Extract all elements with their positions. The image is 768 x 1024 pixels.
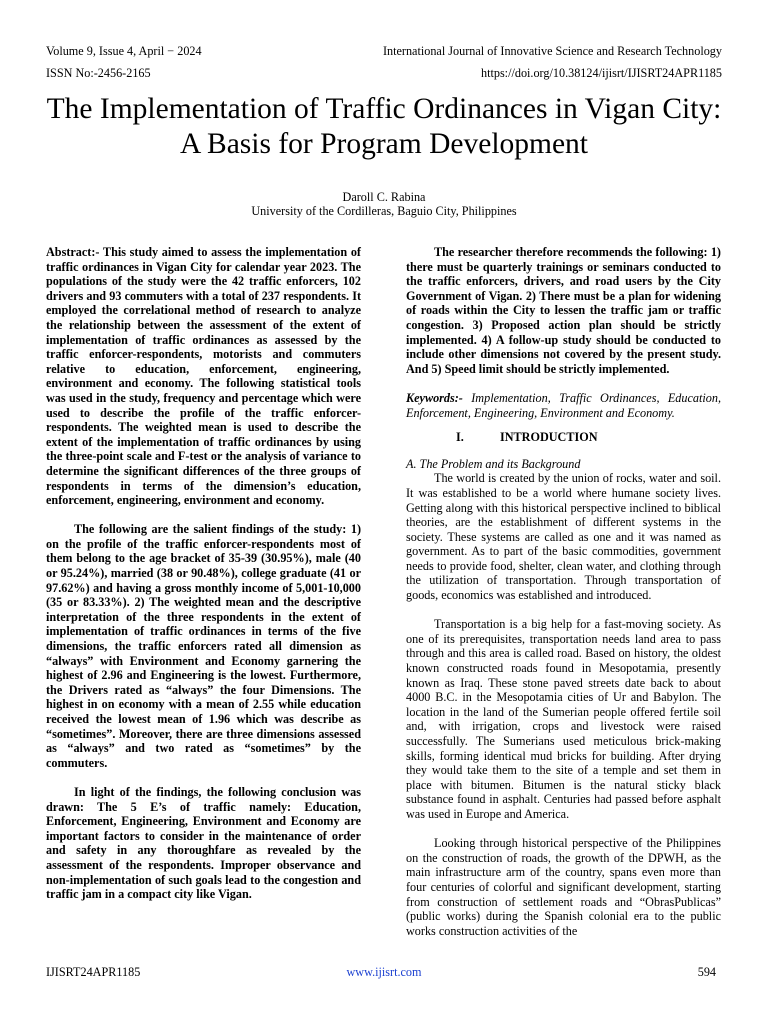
right-column [406,245,721,938]
author-affiliation: University of the Cordilleras, Baguio City, Philippines [251,204,517,218]
intro-paragraph-1: The world is created by the union of rocks, water and soil. It was established to be a world where humane society lives. Getting along with this historical perspective inclined to biblical theories, are the establishment of different systems in the society. These systems are called as one and it was named as government. As to part of the basic commodities, government needs to provide food, shelter, clean water, and clothing through the utilization of transportation. Through transportation of goods, economics was established and introduced. [406,471,721,603]
keywords [406,391,721,420]
keywords-text: Implementation, Traffic Ordinances, Education, Enforcement, Engineering, Environment and Economy. [406,390,721,420]
abstract-paragraph-2: The following are the salient findings of the study: 1) on the profile of the traffic enforcer-respondents most of them belong to the age bracket of 35-39 (30.95%), male (40 or 95.24%), married (38 or 90.48%), college graduate (41 or 97.62%) and having a gross monthly income of 5,001-10,000 (35 or 83.33%). 2) The weighted mean and the descriptive interpretation of the three respondents in the extent of implementation of traffic ordinances in terms of the five dimensions, the traffic enforcers rated all dimension as “always” with Environment and Economy garnering the highest of 2.96 and Engineering is the lowest. Furthermore, the Drivers rated as “always” the four Dimensions. The highest in on economy with a mean of 2.55 while education received the lowest mean of 1.96 which was describe as “sometimes”. Moreover, there are three dimensions assessed as “always” and two rated as “sometimes” by the commuters. [46,522,361,770]
intro-paragraph-3: Looking through historical perspective of the Philippines on the construction of roads, the growth of the DPWH, as the main infrastructure arm of the country, spans even more than four centuries of colorful and significant development, starting from construction of settlement roads and “ObrasPublicas” (public works) during the Spanish colonial era to the public works construction activities of the [406,836,721,938]
subsection-heading: A. The Problem and its Background [406,456,581,471]
intro-paragraph-2: Transportation is a big help for a fast-moving society. As one of its prerequisites, transportation needs land area to pass through and this area is called road. Based on history, the oldest known constructed roads found in Mesopotamia, presently known as Iraq. These stone paved streets date back to about 4000 B.C. in the Mesopotamia cities of Ur and Babylon. The location in the land of the Sumerian people offered fertile soil and, with irrigation, crops and livestock were raised successfully. The Sumerians used meticulous brick-making skills, forming identical mud bricks for building. After drying they would take them to the site of a temple and set them in place with bitumen. Bitumen is the natural sticky black substance found in asphalt. Centuries had passed before asphalt was used in Europe and America. [406,617,721,821]
journal-name: International Journal of Innovative Science and Research Technology [382,44,722,58]
author-name: Daroll C. Rabina [342,190,426,204]
section-heading [406,430,721,445]
section-number: I. [456,430,464,445]
volume-info: Volume 9, Issue 4, April − 2024 [46,44,202,58]
footer-code: IJISRT24APR1185 [46,965,141,979]
abstract-paragraph-4: The researcher therefore recommends the following: 1) there must be quarterly trainings or seminars conducted to the traffic enforcers, drivers, and road users by the City Government of Vigan. 2) There must be a plan for widening of roads within the City to lessen the traffic jam or traffic congestion. 3) Proposed action plan should be strictly implemented. 4) A follow-up study should be conducted to include other dimensions not covered by the present study. And 5) Speed limit should be strictly implemented. [406,245,721,376]
keywords-label: Keywords:- [406,390,463,405]
section-title: INTRODUCTION [500,430,598,445]
issn: ISSN No:-2456-2165 [46,66,151,80]
abstract-paragraph-3: In light of the findings, the following conclusion was drawn: The 5 E’s of traffic namely: Education, Enforcement, Engineering, Environment and Economy are important factors to consider in the maintenance of order and safety in any thoroughfare as revealed by the assessment of the respondents. Improper observance and non-implementation of such goals lead to the congestion and traffic jam in a compact city like Vigan. [46,784,361,902]
doi-link[interactable]: https://doi.org/10.38124/ijisrt/IJISRT24APR1185 [480,66,722,80]
abstract-paragraph-1: Abstract:- This study aimed to assess the implementation of traffic ordinances in Vigan City for calendar year 2023. The populations of the study were the 42 traffic enforcers, 102 drivers and 93 commuters with a total of 237 respondents. It employed the correlational method of research to analyze the relationship between the assessment of the extent of implementation of traffic ordinances as assessed by the traffic enforcer-respondents, motorists and commuters relative to education, enforcement, engineering, environment and economy. The following statistical tools was used in the study, frequency and percentage which were used to describe the profile of the traffic enforcer-respondents. The weighted mean is used to describe the extent of the implementation of traffic ordinances by using the three-point scale and F-test or the analysis of variance to determine the significant differences of the three groups of respondents in terms of the dimension’s education, enforcement, engineering, environment and economy. [46,245,361,508]
page-number: 594 [697,965,716,979]
paper-title: The Implementation of Traffic Ordinances in Vigan City: A Basis for Program Development [46,93,722,160]
footer-website-link[interactable]: www.ijisrt.com [346,965,422,979]
left-column [46,245,361,902]
